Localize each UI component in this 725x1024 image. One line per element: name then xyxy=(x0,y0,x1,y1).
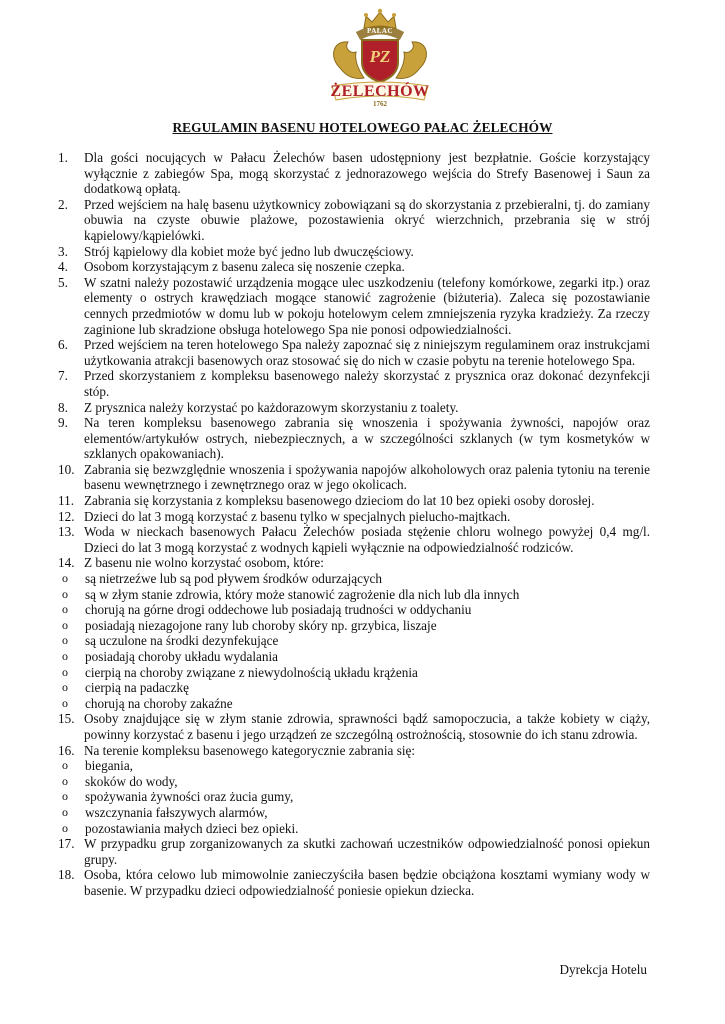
bullet-text: posiadają choroby układu wydalania xyxy=(85,649,278,664)
logo-year: 1762 xyxy=(373,100,387,108)
rule-bullet xyxy=(62,587,650,603)
rule-bullet xyxy=(62,633,650,649)
bullet-text: wszczynania fałszywych alarmów, xyxy=(85,804,268,820)
rule-text: W przypadku grup zorganizowanych za skutki zachowań uczestników odpowiedzialność ponosi opiekun grupy. xyxy=(84,836,650,867)
rule-bullet xyxy=(62,665,650,681)
rule-text: Z basenu nie wolno korzystać osobom, które: xyxy=(84,555,324,571)
rule-item xyxy=(58,711,650,742)
bullet-text: są uczulone na środki dezynfekujące xyxy=(85,633,279,649)
rule-text: Woda w nieckach basenowych Pałacu Żelechów posiada stężenie chloru wolnego powyżej 0,4 mg/l. Dzieci do lat 3 mogą korzystać z wodnych kąpieli wyłącznie na odpowiedzialność rodziców. xyxy=(84,524,650,555)
rule-bullet xyxy=(62,805,650,821)
rule-number: 9. xyxy=(58,415,68,431)
rule-number: 14. xyxy=(58,555,75,571)
rule-bullet xyxy=(62,821,650,837)
logo-name: ŻELECHÓW xyxy=(330,83,430,100)
bullet-text: biegania, xyxy=(85,758,133,774)
rule-text: Strój kąpielowy dla kobiet może być jedno lub dwuczęściowy. xyxy=(84,243,414,259)
rule-text: Osoba, która celowo lub mimowolnie zanieczyściła basen będzie obciążona kosztami wymiany wody w basenie. W przypadku dzieci odpowiedzialność poniesie opiekun dziecka. xyxy=(84,867,650,898)
rule-item xyxy=(58,399,650,416)
rule-number: 17. xyxy=(58,836,75,852)
rule-number: 12. xyxy=(58,508,75,524)
bullet-text: chorują na choroby zakaźne xyxy=(85,695,233,711)
bullet-text: skoków do wody, xyxy=(85,773,178,789)
rule-text: Przed skorzystaniem z kompleksu basenowego należy skorzystać z prysznica oraz dokonać dezynfekcji stóp. xyxy=(84,368,650,399)
bullet-circle-icon: o xyxy=(62,664,68,679)
rule-bullet xyxy=(62,758,650,774)
rule-text: Na teren kompleksu basenowego zabrania się wnoszenia i spożywania żywności, napojów oraz elementów/artykułów ostrych, niebezpiecznych, a w szczególności szklanych (w tym kosmetyków w szklanych opakowaniach). xyxy=(84,415,650,462)
rule-item xyxy=(58,196,650,244)
rule-bullet xyxy=(62,571,650,587)
bullet-text: chorują na górne drogi oddechowe lub posiadają trudności w oddychaniu xyxy=(85,602,472,618)
rule-item xyxy=(58,836,650,867)
bullet-text: spożywania żywności oraz żucia gumy, xyxy=(85,789,294,805)
bullet-circle-icon: o xyxy=(62,773,68,788)
rule-number: 10. xyxy=(58,461,75,477)
bullet-circle-icon: o xyxy=(62,820,68,835)
rule-bullet xyxy=(62,649,650,665)
rule-item xyxy=(58,150,650,197)
rule-item xyxy=(58,493,650,509)
rule-bullet xyxy=(62,789,650,805)
logo-top-text: PAŁAC xyxy=(366,27,394,35)
bullet-text: posiadają niezagojone rany lub choroby skóry np. grzybica, liszaje xyxy=(85,617,437,633)
rule-number: 16. xyxy=(58,742,75,758)
rule-number: 7. xyxy=(58,368,68,384)
hotel-logo xyxy=(320,6,440,110)
rule-text: Osobom korzystającym z basenu zaleca się noszenie czepka. xyxy=(84,259,405,275)
rule-bullet xyxy=(62,774,650,790)
rule-item xyxy=(58,368,650,399)
rule-text: Dla gości nocujących w Pałacu Żelechów basen udostępniony jest bezpłatnie. Goście korzystający wyłącznie z zabiegów Spa, mogą skorzystać z jednorazowego wejścia do Strefy Basenowej i Saun za dodatkową opłatą. xyxy=(84,150,650,197)
rule-bullet xyxy=(62,680,650,696)
rule-item xyxy=(58,461,650,493)
bullet-text: cierpią na choroby związane z niewydolnością układu krążenia xyxy=(85,664,418,680)
rule-number: 13. xyxy=(58,524,75,540)
rule-item xyxy=(58,243,650,260)
signature: Dyrekcja Hotelu xyxy=(559,962,647,977)
rule-item xyxy=(58,259,650,275)
rule-text: Przed wejściem na halę basenu użytkownicy zobowiązani są do skorzystania z przebieralni, tj. do zamiany obuwia na czyste obuwie plażowe, pozostawienia okryć wierzchnich, przebrania się w strój kąpielowy/kąpielówki. xyxy=(84,196,650,243)
rule-bullet xyxy=(62,618,650,634)
rule-item xyxy=(58,742,650,759)
rule-item xyxy=(58,555,650,571)
rule-item xyxy=(58,508,650,525)
rule-text: Z prysznica należy korzystać po każdorazowym skorzystaniu z toalety. xyxy=(84,399,459,415)
rule-number: 8. xyxy=(58,399,68,415)
rule-bullet xyxy=(62,602,650,618)
rule-number: 15. xyxy=(58,711,75,727)
bullet-circle-icon: o xyxy=(62,602,68,617)
bullet-circle-icon: o xyxy=(62,586,68,601)
rule-number: 2. xyxy=(58,196,68,212)
bullet-circle-icon: o xyxy=(62,804,68,819)
bullet-text: są nietrzeźwe lub są pod pływem środków odurzających xyxy=(85,571,382,587)
rule-number: 1. xyxy=(58,150,68,165)
rule-item xyxy=(58,524,650,555)
rule-text: Zabrania się bezwzględnie wnoszenia i spożywania napojów alkoholowych oraz palenia tytoniu na terenie basenu wewnętrznego i zewnętrznego oraz w jego okolicach. xyxy=(84,461,650,493)
rule-text: Osoby znajdujące się w złym stanie zdrowia, sprawności bądź samopoczucia, a także kobiety w ciąży, powinny korzystać z basenu i jego urządzeń ze szczególną ostrożnością, stosownie do ich stanu zdrowia. xyxy=(84,711,650,742)
logo-monogram: PZ xyxy=(369,47,391,66)
rule-number: 3. xyxy=(58,243,68,259)
rule-item xyxy=(58,274,650,337)
rules-list xyxy=(58,150,650,899)
bullet-circle-icon: o xyxy=(62,649,68,663)
rule-item xyxy=(58,337,650,368)
rule-number: 18. xyxy=(58,867,75,883)
bullet-text: pozostawiania małych dzieci bez opieki. xyxy=(85,820,299,836)
rule-text: Na terenie kompleksu basenowego kategorycznie zabrania się: xyxy=(84,742,416,758)
bullet-circle-icon: o xyxy=(62,789,68,804)
rule-number: 4. xyxy=(58,259,68,275)
bullet-text: cierpią na padaczkę xyxy=(85,680,189,696)
rule-text: Przed wejściem na teren hotelowego Spa należy zapoznać się z niniejszym regulaminem oraz instrukcjami użytkowania atrakcji basenowych oraz stosować się do nich w czasie pobytu na terenie hotelowego Spa. xyxy=(84,337,650,368)
rule-text: W szatni należy pozostawić urządzenia mogące ulec uszkodzeniu (telefony komórkowe, zegarki itp.) oraz elementy o ostrych krawędziach mogące stanowić zagrożenie (biżuteria). Zaleca się pozostawianie cennych przedmiotów w domu lub w pokoju hotelowym celem zmniejszenia ryzyka kradzieży. Za rzeczy zaginione lub skradzione obsługa hotelowego Spa nie ponosi odpowiedzialności. xyxy=(84,274,650,337)
bullet-circle-icon: o xyxy=(62,617,68,632)
bullet-circle-icon: o xyxy=(62,571,68,586)
rule-text: Dzieci do lat 3 mogą korzystać z basenu tylko w specjalnych pieluchо-majtkach. xyxy=(84,508,511,524)
rule-number: 5. xyxy=(58,274,68,290)
rule-number: 6. xyxy=(58,337,68,353)
rule-number: 11. xyxy=(58,493,74,509)
bullet-circle-icon: o xyxy=(62,633,68,648)
bullet-circle-icon: o xyxy=(62,695,68,710)
rule-bullet xyxy=(62,696,650,712)
bullet-circle-icon: o xyxy=(62,680,68,695)
bullet-circle-icon: o xyxy=(62,758,68,773)
document-title: REGULAMIN BASENU HOTELOWEGO PAŁAC ŻELECHÓW xyxy=(172,120,553,135)
bullet-text: są w złym stanie zdrowia, który może stanowić zagrożenie dla nich lub dla innych xyxy=(85,586,520,602)
rule-item xyxy=(58,867,650,898)
rule-text: Zabrania się korzystania z kompleksu basenowego dzieciom do lat 10 bez opieki osoby dorosłej. xyxy=(84,493,595,509)
rule-item xyxy=(58,415,650,462)
